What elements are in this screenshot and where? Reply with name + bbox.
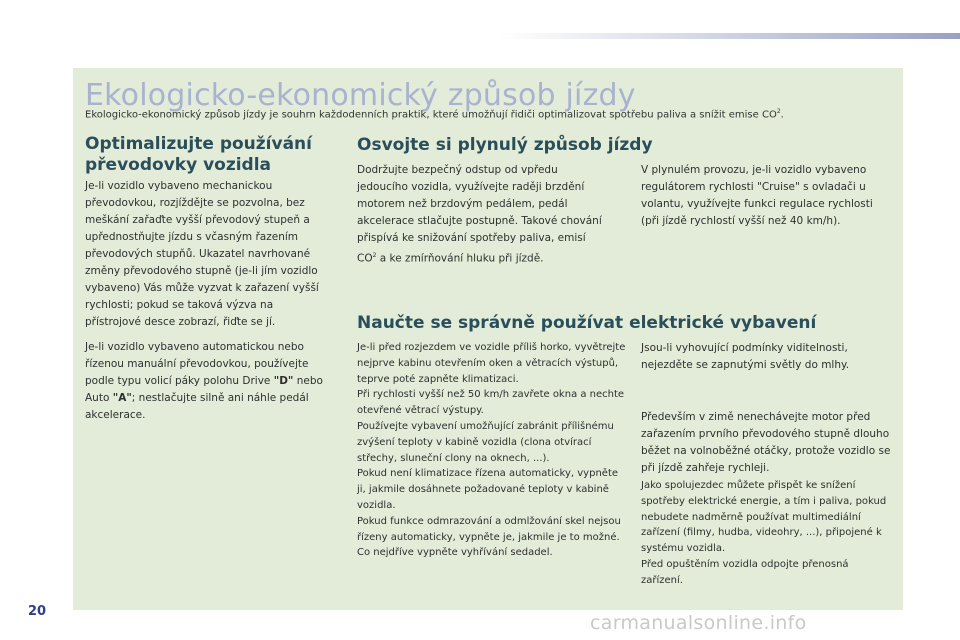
top-decorative-stripe xyxy=(500,33,960,39)
electric-line: Používejte vybavení umožňující zabránit přílišnému zvýšení teploty v kabině vozidla (clona otvírací střechy, sluneční clony na oknech, ...). xyxy=(357,420,614,464)
electric-line: Pokud není klimatizace řízena automaticky, vypněte ji, jakmile dosáhnete požadované teploty v kabině vozidla. xyxy=(357,468,619,511)
gearbox-manual-paragraph: Je-li vozidlo vybaveno mechanickou převodovkou, rozjíždějte se pozvolna, bez meškání zařaďte vyšší převodový stupeň a upřednostňujte jízdu s včasným řazením převodových stupňů. Ukazatel navrhované změny převodového stupně (je-li jím vozidlo vybaveno) Vás může vyzvat k zařazení vyšší rychlosti; pokud se taková výzva na přístrojové desce zobrazí, řiďte se jí. xyxy=(85,180,319,328)
electric-line: Při rychlosti vyšší než 50 km/h zavřete okna a nechte otevřené větrací výstupy. xyxy=(357,389,625,417)
electric-right-p1: Jsou-li vyhovující podmínky viditelnosti, nejezděte se zapnutými světly do mlhy. xyxy=(641,342,850,371)
smooth-left-text: Dodržujte bezpečný odstup od vpředu jedoucího vozidla, využívejte raději brzdění motorem než brzdovým pedálem, pedál akcelerace stlačujte postupně. Takové chování přispívá ke snižování spotřeby paliva, emisí $CO^2$ a ke zmírňování hluku při jízdě. xyxy=(357,164,602,265)
electric-right-p3: Jako spolujezdec můžete přispět ke snížení spotřeby elektrické energie, a tím i paliva, pokud nebudete nadměrně používat multimediální zařízení (filmy, hudba, videohry, ...), připojené k systému vozidla. Před opuštěním vozidla odpojte přenosná zařízení. xyxy=(641,480,887,586)
watermark: carmanualsonline.info xyxy=(590,612,807,634)
electric-line: Pokud funkce odmrazování a odmlžování skel nejsou řízeny automaticky, vypněte je, jakmile je to možné. xyxy=(357,515,621,543)
gearbox-automatic-paragraph: Je-li vozidlo vybaveno automatickou nebo řízenou manuální převodovkou, používejte podle typu volicí páky polohu Drive "D" nebo Auto "A"; nestlačujte silně ani náhle pedál akcelerace. xyxy=(85,341,323,421)
electric-line: Je-li před rozjezdem ve vozidle příliš horko, vyvětrejte nejprve kabinu otevřením oken a větracích výstupů, teprve poté zapněte klimatizaci. xyxy=(357,342,626,385)
page-title: Ekologicko-ekonomický způsob jízdy xyxy=(85,78,636,113)
electric-left-text xyxy=(357,340,627,561)
heading-gearbox: Optimalizujte používání převodovky vozidla xyxy=(85,134,312,175)
heading-smooth-driving: Osvojte si plynulý způsob jízdy xyxy=(357,135,653,155)
heading-electric-equipment: Naučte se správně používat elektrické vybavení xyxy=(357,313,817,333)
page-number: 20 xyxy=(28,604,47,619)
electric-right-p2: Především v zimě nenechávejte motor před zařazením prvního převodového stupně dlouho běžet na volnoběžné otáčky, protože vozidlo se při jízdě zahřeje rychleji. xyxy=(641,411,891,474)
gearbox-text xyxy=(85,178,325,432)
electric-line: Co nejdříve vypněte vyhřívání sedadel. xyxy=(357,547,553,559)
intro-text: Ekologicko-ekonomický způsob jízdy je souhrn každodenních praktik, které umožňují řidiči optimalizovat spotřebu paliva a snížit emise $CO^2$. xyxy=(85,108,784,121)
smooth-right-text: V plynulém provozu, je-li vozidlo vybaveno regulátorem rychlosti "Cruise" s ovladači u volantu, využívejte funkci regulace rychlosti (při jízdě rychlostí vyšší než 40 km/h). xyxy=(641,164,873,227)
